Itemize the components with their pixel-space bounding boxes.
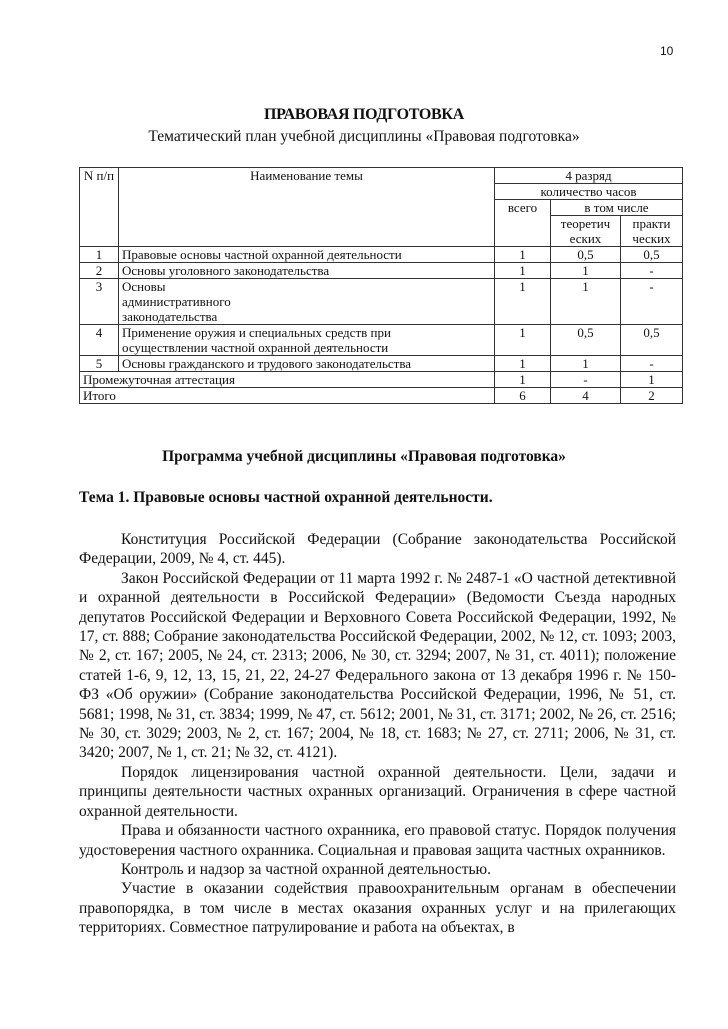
page-title: ПРАВОВАЯ ПОДГОТОВКА: [264, 106, 464, 123]
cell-summary-label: Промежуточная аттестация: [80, 372, 495, 388]
cell-name-text: Применение оружия и специальных средств при осуществлении частной охранной деятельности: [122, 325, 391, 355]
cell-theory: 1: [551, 279, 621, 325]
cell-practice: 0,5: [621, 325, 683, 356]
table-row: [80, 279, 683, 325]
cell-theory: 1: [551, 356, 621, 372]
table-row: [80, 263, 683, 279]
cell-theory: 0,5: [551, 247, 621, 263]
paragraph: Конституция Российской Федерации (Собрание законодательства Российской Федерации, 2009, № 4, ст. 445).: [79, 531, 676, 568]
header-including: в том числе: [551, 200, 683, 216]
page-subtitle: Тематический план учебной дисциплины «Правовая подготовка»: [148, 128, 580, 145]
cell-n: 2: [80, 263, 119, 279]
cell-theory: 1: [551, 263, 621, 279]
cell-practice: -: [621, 263, 683, 279]
paragraph: Закон Российской Федерации от 11 марта 1992 г. № 2487-1 «О частной детективной и охранной деятельности в Российской Федерации» (Ведомости Съезда народных депутатов Российской Федерации и Верховного Совета Российской Федерации, 1992, № 17, ст. 888; Собрание законодательства Российской Федерации, 2002, № 12, ст. 1093; 2003, № 2, ст. 167; 2005, № 24, ст. 2313; 2006, № 30, ст. 3294; 2007, № 31, ст. 4011); положение статей 1-6, 9, 12, 13, 15, 21, 22, 24-27 Федерального закона от 13 декабря 1996 г. № 150-ФЗ «Об оружии» (Собрание законодательства Российской Федерации, 1996, № 51, ст. 5681; 1998, № 31, ст. 3834; 1999, № 47, ст. 5612; 2001, № 31, ст. 3171; 2002, № 26, ст. 2516; № 30, ст. 3029; 2003, № 2, ст. 167; 2004, № 18, ст. 1683; № 27, ст. 2711; 2006, № 31, ст. 3420; 2007, № 1, ст. 21; № 32, ст. 4121).: [79, 569, 676, 762]
cell-name-text: Основы административного законодательства: [122, 279, 231, 324]
table-row: [80, 356, 683, 372]
cell-name: Основы гражданского и трудового законодательства: [119, 356, 495, 372]
cell-name: Правовые основы частной охранной деятельности: [119, 247, 495, 263]
thematic-plan-table: [79, 167, 683, 404]
cell-theory: 0,5: [551, 325, 621, 356]
cell-practice: -: [621, 356, 683, 372]
header-n: N п/п: [80, 168, 119, 247]
cell-practice: 1: [621, 372, 683, 388]
table-row: [80, 325, 683, 356]
cell-n: 4: [80, 325, 119, 356]
cell-n: 1: [80, 247, 119, 263]
cell-name: [119, 279, 495, 325]
paragraph: Права и обязанности частного охранника, его правовой статус. Порядок получения удостоверения частного охранника. Социальная и правовая защита частных охранников.: [79, 822, 676, 859]
table-header-row: [80, 168, 683, 184]
header-name: Наименование темы: [119, 168, 495, 247]
cell-theory: -: [551, 372, 621, 388]
header-hours: количество часов: [495, 184, 683, 200]
cell-total: 1: [495, 325, 551, 356]
cell-n: 5: [80, 356, 119, 372]
header-grade: 4 разряд: [495, 168, 683, 184]
cell-summary-label: Итого: [80, 388, 495, 404]
paragraph: Контроль и надзор за частной охранной деятельностью.: [121, 860, 492, 878]
cell-total: 1: [495, 356, 551, 372]
table-summary-row: [80, 372, 683, 388]
paragraph: Участие в оказании содействия правоохранительным органам в обеспечении правопорядка, в том числе в местах оказания охранных услуг и на прилегающих территориях. Совместное патрулирование и работа на объектах, в: [79, 880, 676, 937]
program-heading: Программа учебной дисциплины «Правовая подготовка»: [162, 448, 566, 465]
cell-total: 6: [495, 388, 551, 404]
cell-name: Основы уголовного законодательства: [119, 263, 495, 279]
header-theory: теоретич еских: [551, 216, 621, 247]
topic-heading: Тема 1. Правовые основы частной охранной деятельности.: [79, 489, 493, 506]
cell-theory: 4: [551, 388, 621, 404]
cell-total: 1: [495, 247, 551, 263]
cell-total: 1: [495, 279, 551, 325]
header-practice: практи ческих: [621, 216, 683, 247]
cell-total: 1: [495, 372, 551, 388]
table-summary-row: [80, 388, 683, 404]
cell-practice: -: [621, 279, 683, 325]
body-text: [79, 530, 676, 938]
cell-practice: 0,5: [621, 247, 683, 263]
table-row: [80, 247, 683, 263]
page-number: 10: [660, 44, 674, 58]
cell-n: 3: [80, 279, 119, 325]
cell-practice: 2: [621, 388, 683, 404]
cell-total: 1: [495, 263, 551, 279]
header-total: всего: [495, 200, 551, 247]
paragraph: Порядок лицензирования частной охранной деятельности. Цели, задачи и принципы деятельности частных охранных организаций. Ограничения в сфере частной охранной деятельности.: [79, 763, 676, 820]
cell-name: [119, 325, 495, 356]
